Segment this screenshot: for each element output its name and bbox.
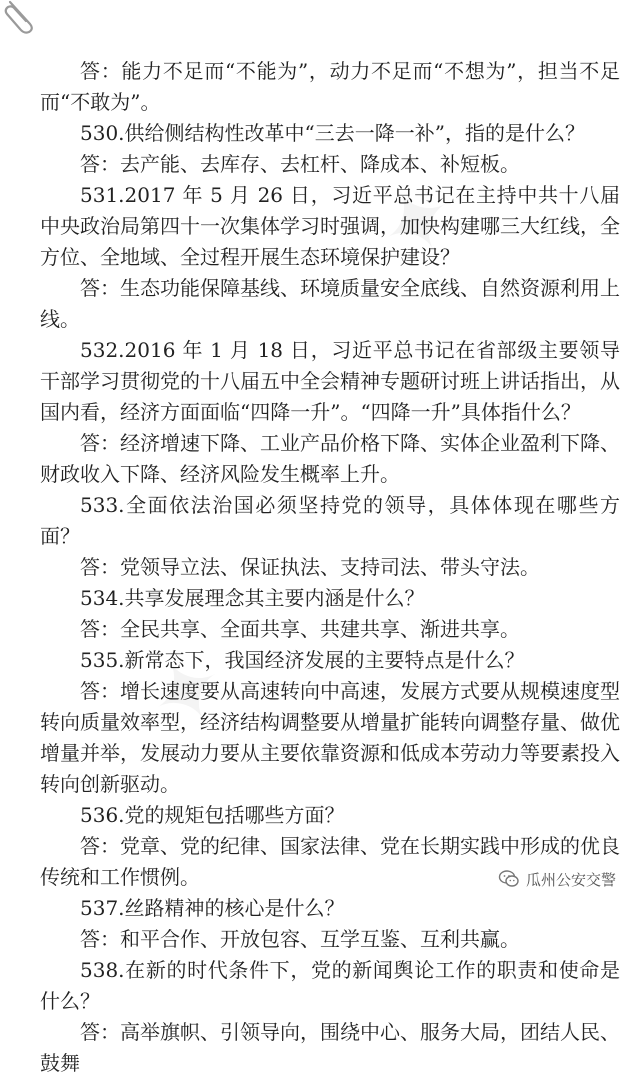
question-538: 538.在新的时代条件下，党的新闻舆论工作的职责和使命是什么？	[40, 958, 620, 1013]
answer-532: 答：经济增速下降、工业产品价格下降、实体企业盈利下降、财政收入下降、经济风险发生概率上升。	[40, 431, 620, 486]
document-body	[40, 56, 620, 1079]
answer-531: 答：生态功能保障基线、环境质量安全底线、自然资源利用上线。	[40, 276, 620, 331]
wechat-icon	[498, 868, 520, 890]
answer-536: 答：党章、党的纪律、国家法律、党在长期实践中形成的优良传统和工作惯例。	[40, 834, 620, 889]
account-name: 瓜州公安交警	[525, 870, 616, 889]
answer-530: 答：去产能、去库存、去杠杆、降成本、补短板。	[80, 152, 520, 176]
answer-537: 答：和平合作、开放包容、互学互鉴、互利共赢。	[80, 927, 520, 951]
question-535: 535.新常态下，我国经济发展的主要特点是什么？	[80, 648, 525, 672]
question-536: 536.党的规矩包括哪些方面？	[80, 803, 345, 827]
answer-534: 答：全民共享、全面共享、共建共享、渐进共享。	[80, 617, 520, 641]
question-537: 537.丝路精神的核心是什么？	[80, 896, 345, 920]
question-534: 534.共享发展理念其主要内涵是什么？	[80, 586, 425, 610]
question-531: 531.2017 年 5 月 26 日，习近平总书记在主持中共十八届中央政治局第四十一次集体学习时强调，加快构建哪三大红线，全方位、全地域、全过程开展生态环境保护建设？	[40, 183, 620, 269]
question-533: 533.全面依法治国必须坚持党的领导，具体体现在哪些方面？	[40, 493, 620, 548]
answer-529: 答：能力不足而“不能为”，动力不足而“不想为”，担当不足而“不敢为”。	[40, 59, 620, 114]
answer-535: 答：增长速度要从高速转向中高速，发展方式要从规模速度型转向质量效率型，经济结构调整要从增量扩能转向调整存量、做优增量并举，发展动力要从主要依靠资源和低成本劳动力等要素投入转向创新驱动。	[40, 679, 620, 796]
question-532: 532.2016 年 1 月 18 日，习近平总书记在省部级主要领导干部学习贯彻党的十八届五中全会精神专题研讨班上讲话指出，从国内看，经济方面面临“四降一升”。“四降一升”具体指什么？	[40, 338, 620, 424]
paperclip-icon	[4, 0, 38, 34]
answer-533: 答：党领导立法、保证执法、支持司法、带头守法。	[80, 555, 540, 579]
answer-538: 答：高举旗帜、引领导向，围绕中心、服务大局，团结人民、鼓舞	[40, 1020, 620, 1075]
account-watermark	[492, 866, 622, 892]
question-530: 530.供给侧结构性改革中“三去一降一补”，指的是什么？	[80, 121, 585, 145]
